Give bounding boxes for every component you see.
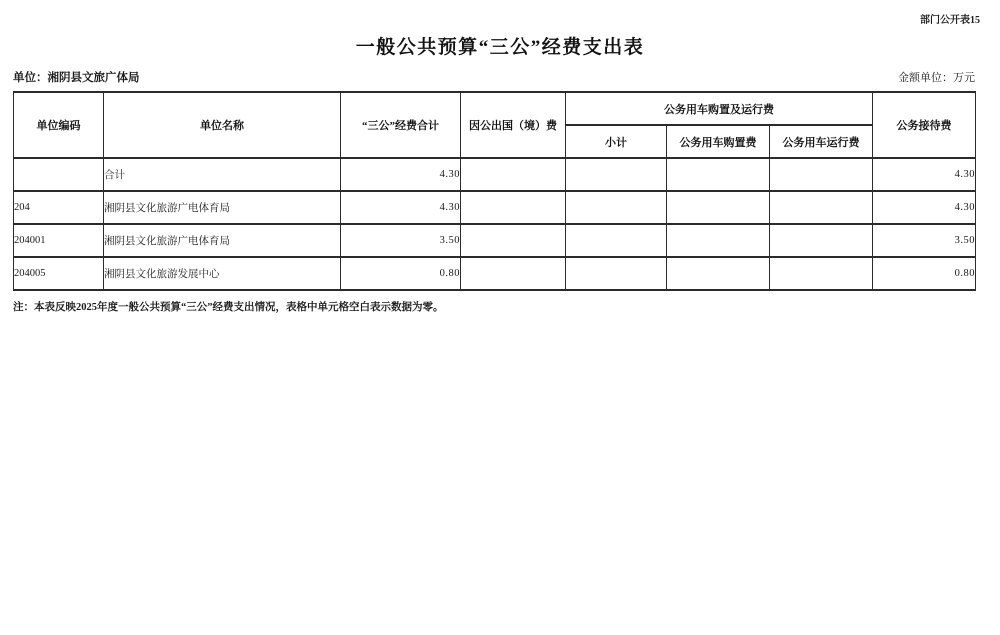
- amount-unit-label: 金额单位：万元: [898, 72, 975, 84]
- cell-abroad: [461, 257, 566, 290]
- footnote: 注：本表反映2025年度一般公共预算“三公”经费支出情况，表格中单元格空白表示数据为零。: [13, 302, 444, 313]
- cell-unit-code: 204001: [14, 224, 104, 257]
- cell-vehicle-operation: [770, 224, 873, 257]
- cell-unit-code: 204: [14, 191, 104, 224]
- cell-unit-name: 湘阴县文化旅游广电体育局: [104, 191, 341, 224]
- col-header-vehicle-subtotal: 小计: [566, 125, 667, 158]
- page-title: 一般公共预算“三公”经费支出表: [355, 37, 645, 58]
- col-header-abroad: 因公出国（境）费: [461, 92, 566, 158]
- cell-reception: 0.80: [873, 257, 976, 290]
- table-row: [14, 257, 976, 290]
- cell-total: 0.80: [341, 257, 461, 290]
- col-header-vehicle-group: 公务用车购置及运行费: [566, 92, 873, 125]
- cell-vehicle-subtotal: [566, 158, 667, 191]
- cell-unit-name: 湘阴县文化旅游广电体育局: [104, 224, 341, 257]
- cell-unit-code: 204005: [14, 257, 104, 290]
- cell-reception: 4.30: [873, 191, 976, 224]
- col-header-unit-code: 单位编码: [14, 92, 104, 158]
- cell-vehicle-operation: [770, 158, 873, 191]
- table-row: [14, 191, 976, 224]
- col-header-vehicle-operation: 公务用车运行费: [770, 125, 873, 158]
- cell-unit-code: [14, 158, 104, 191]
- cell-reception: 4.30: [873, 158, 976, 191]
- table-row: [14, 224, 976, 257]
- unit-label: 单位：湘阴县文旅广体局: [13, 72, 140, 84]
- cell-vehicle-purchase: [667, 191, 770, 224]
- cell-abroad: [461, 158, 566, 191]
- cell-reception: 3.50: [873, 224, 976, 257]
- cell-vehicle-purchase: [667, 224, 770, 257]
- cell-total: 4.30: [341, 191, 461, 224]
- cell-vehicle-subtotal: [566, 191, 667, 224]
- col-header-vehicle-purchase: 公务用车购置费: [667, 125, 770, 158]
- budget-table: [13, 91, 976, 291]
- cell-abroad: [461, 191, 566, 224]
- col-header-unit-name: 单位名称: [104, 92, 341, 158]
- col-header-total: “三公”经费合计: [341, 92, 461, 158]
- cell-vehicle-purchase: [667, 158, 770, 191]
- cell-vehicle-subtotal: [566, 224, 667, 257]
- sheet-label: 部门公开表15: [920, 15, 980, 26]
- cell-vehicle-operation: [770, 191, 873, 224]
- cell-abroad: [461, 224, 566, 257]
- table-row-total: [14, 158, 976, 191]
- cell-total: 3.50: [341, 224, 461, 257]
- cell-vehicle-subtotal: [566, 257, 667, 290]
- cell-unit-name: 湘阴县文化旅游发展中心: [104, 257, 341, 290]
- meta-row: [13, 69, 975, 85]
- cell-vehicle-purchase: [667, 257, 770, 290]
- cell-unit-name: 合计: [104, 158, 341, 191]
- header-row-top: [14, 92, 976, 125]
- cell-vehicle-operation: [770, 257, 873, 290]
- col-header-reception: 公务接待费: [873, 92, 976, 158]
- cell-total: 4.30: [341, 158, 461, 191]
